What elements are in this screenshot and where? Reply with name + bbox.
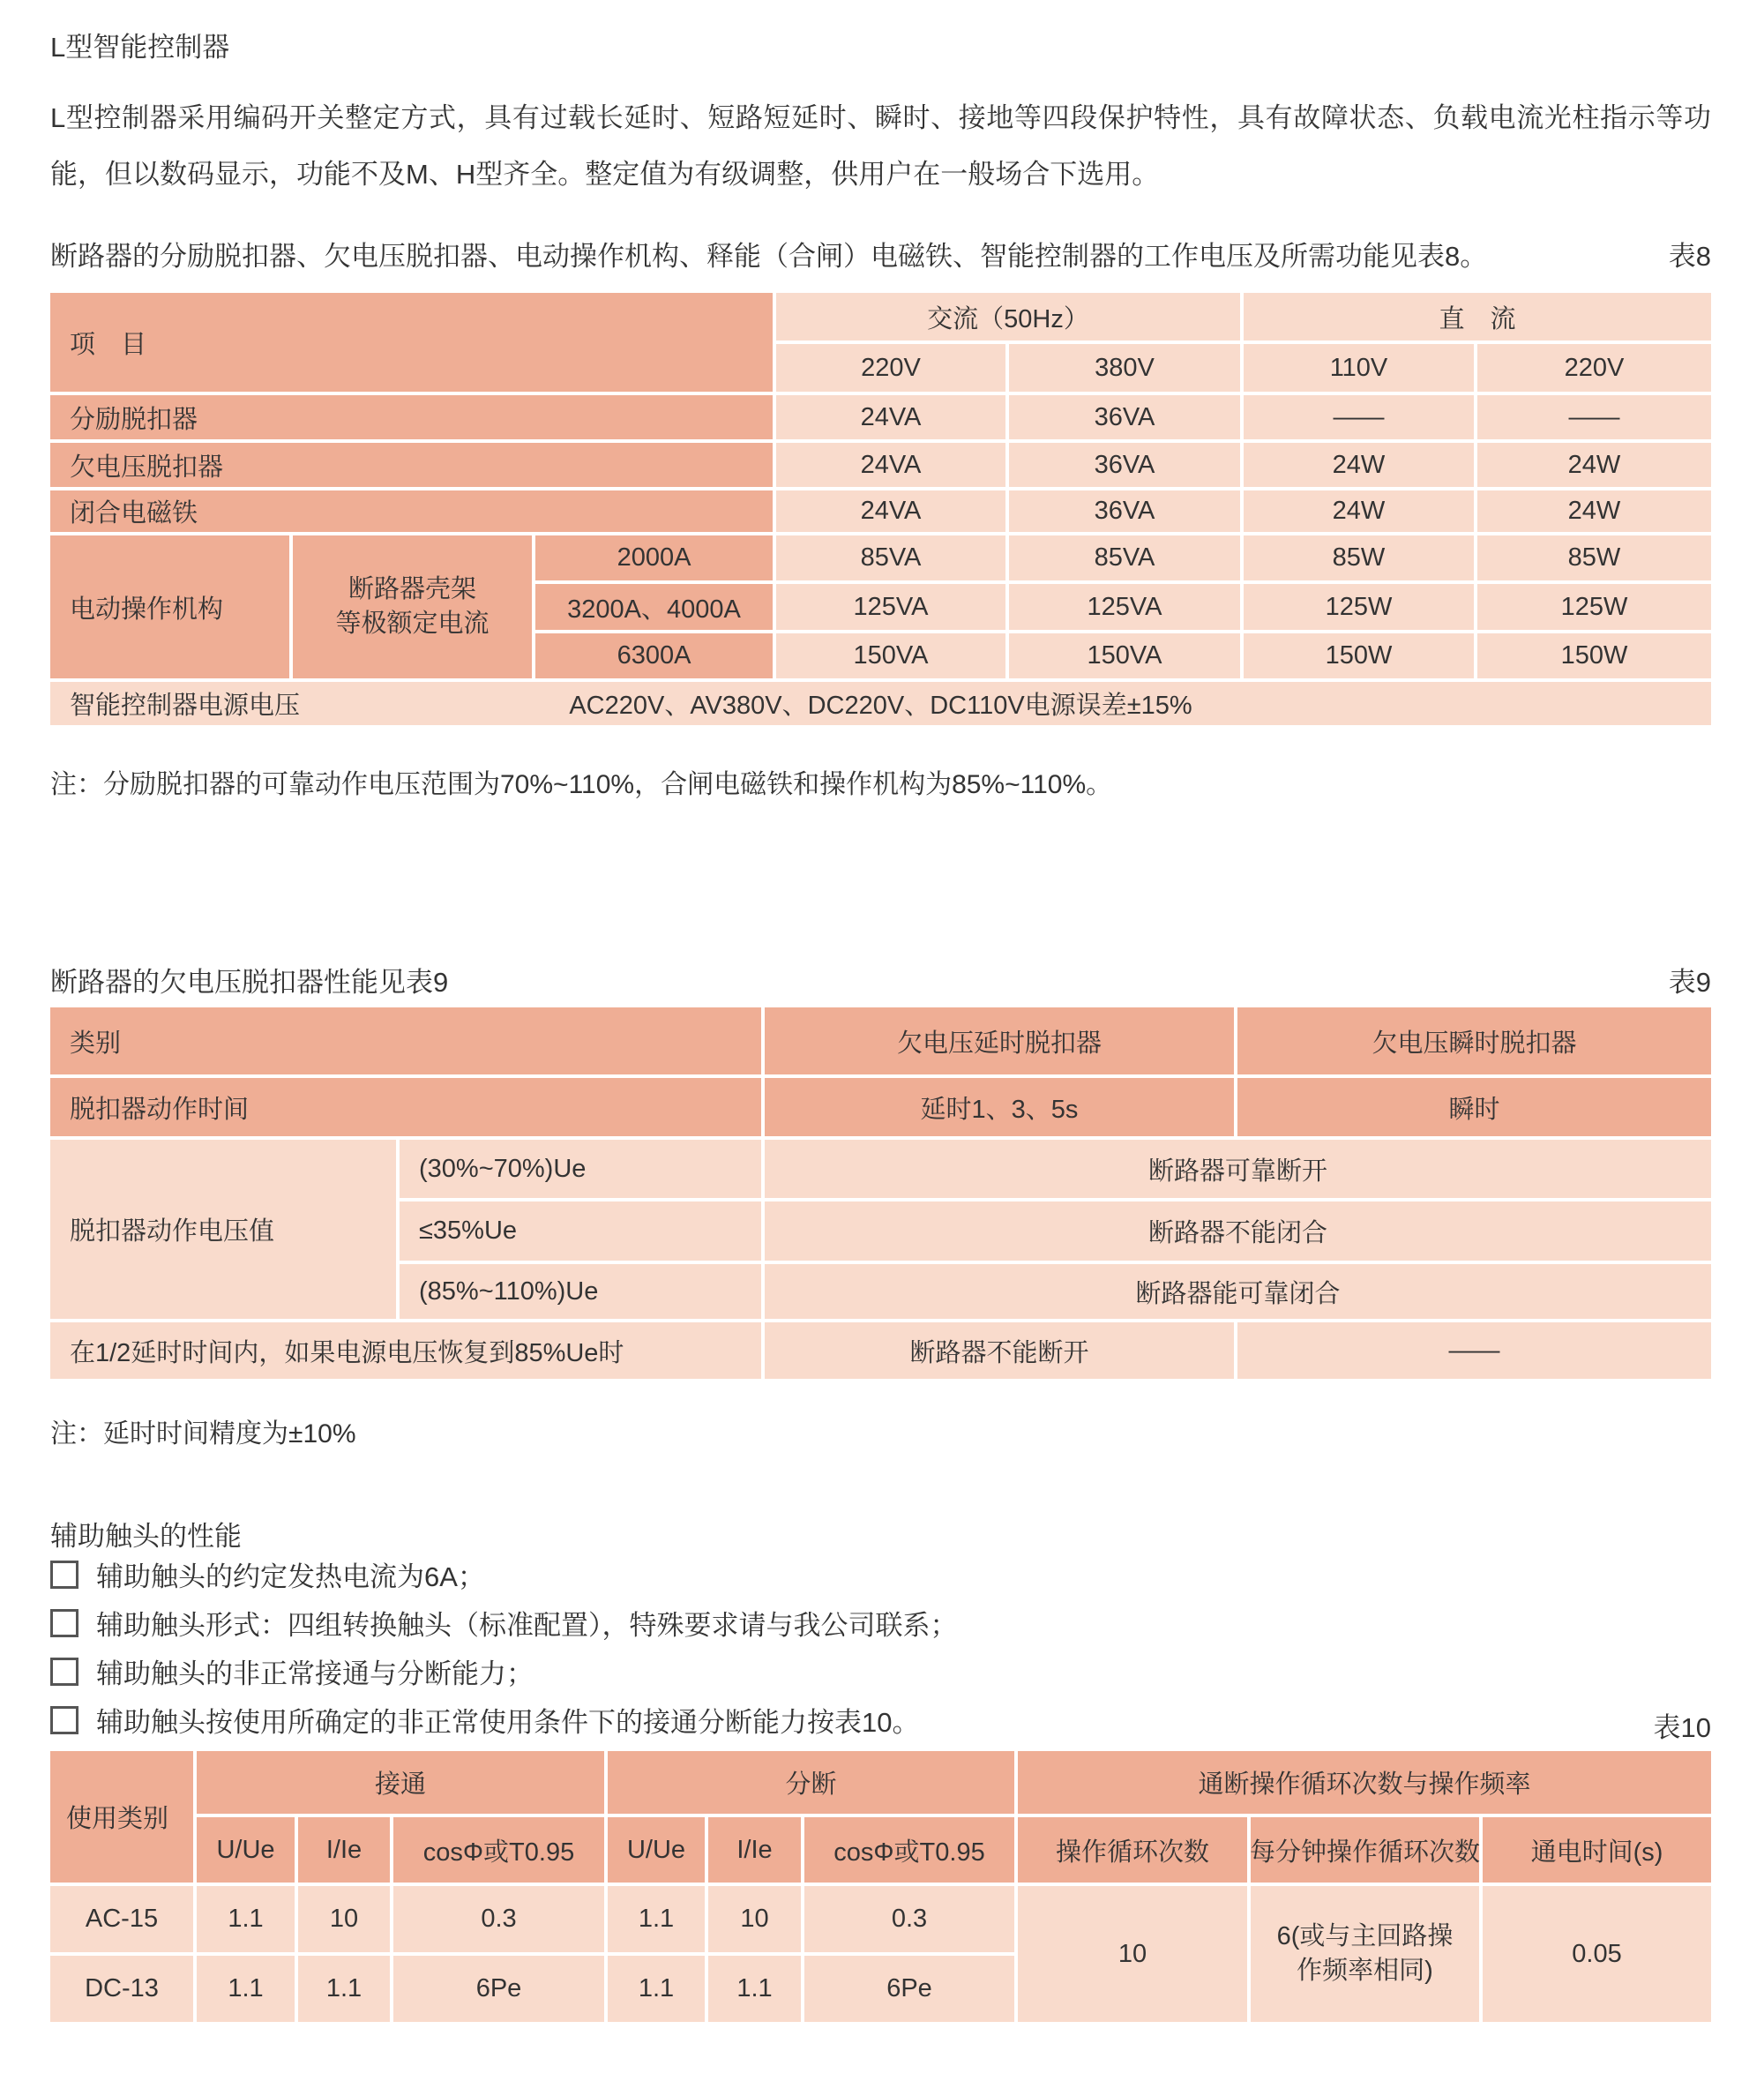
- table8-motor-label: 电动操作机构: [50, 535, 289, 678]
- table10-cell: 0.3: [393, 1886, 604, 1952]
- table8-note: 注：分励脱扣器的可靠动作电压范围为70%~110%，合闸电磁铁和操作机构为85%~110%。: [50, 770, 1113, 799]
- table8-cell: 24W: [1244, 443, 1474, 487]
- table10-row-category: AC-15: [50, 1886, 193, 1952]
- table10-row-category: DC-13: [50, 1956, 193, 2022]
- page-title: L型智能控制器: [50, 32, 230, 63]
- table8-intro-line: [50, 234, 1711, 273]
- table9-result: 断路器可靠断开: [765, 1140, 1711, 1198]
- aux-item: 辅助触头的非正常接通与分断能力；: [50, 1651, 1711, 1691]
- table10-merged-per-minute: 6(或与主回路操作频率相同): [1251, 1886, 1479, 2022]
- table9-voltage-label: 脱扣器动作电压值: [50, 1140, 396, 1319]
- table8-header-ac: 交流（50Hz）: [776, 293, 1240, 341]
- table9-result: 断路器不能闭合: [765, 1201, 1711, 1261]
- table8-row-label: 分励脱扣器: [50, 395, 773, 439]
- table9-condition: ≤35%Ue: [400, 1201, 761, 1261]
- aux-heading: 辅助触头的性能: [50, 1521, 242, 1552]
- table8-cell: 24W: [1244, 490, 1474, 532]
- table8-cell: 150VA: [1009, 633, 1240, 678]
- table8-cell: 24VA: [776, 443, 1005, 487]
- table9: [50, 1007, 1711, 1379]
- table8-cell: 24W: [1477, 443, 1711, 487]
- table8-intro: 断路器的分励脱扣器、欠电压脱扣器、电动操作机构、释能（合闸）电磁铁、智能控制器的工作电压及所需功能见表8。: [50, 241, 1488, 272]
- table10-subheader: cosΦ或T0.95: [393, 1817, 604, 1883]
- table8-cell: 125W: [1477, 584, 1711, 630]
- aux-item: 辅助触头按使用所确定的非正常使用条件下的接通分断能力按表10。: [50, 1700, 1711, 1740]
- table10-subheader: 通电时间(s): [1483, 1817, 1711, 1883]
- table10-subheader: U/Ue: [608, 1817, 705, 1883]
- table8-cell: 85W: [1244, 535, 1474, 580]
- table10: [50, 1751, 1711, 2022]
- table8-cell: 24VA: [776, 490, 1005, 532]
- table10-header-make: 接通: [197, 1751, 604, 1814]
- table8-cell: 36VA: [1009, 443, 1240, 487]
- table10-cell: 1.1: [608, 1886, 705, 1952]
- table8-cell: 85VA: [776, 535, 1005, 580]
- table8: [50, 293, 1711, 725]
- table10-header-category: 使用类别: [50, 1751, 193, 1883]
- table9-actiontime-label: 脱扣器动作时间: [50, 1078, 761, 1136]
- intro-paragraph: L型控制器采用编码开关整定方式，具有过载长延时、短路短延时、瞬时、接地等四段保护特性，具有故障状态、负载电流光柱指示等功能，但以数码显示，功能不及M、H型齐全。整定值为有级调整，供用户在一般场合下选用。: [50, 102, 1711, 190]
- table9-recover-label: 在1/2延时时间内，如果电源电压恢复到85%Ue时: [50, 1322, 761, 1379]
- table8-header-dc: 直 流: [1244, 293, 1711, 341]
- table9-header-category: 类别: [50, 1007, 761, 1074]
- table8-cell: 24W: [1477, 490, 1711, 532]
- table8-header-item: 项 目: [50, 293, 773, 392]
- table10-subheader: I/Ie: [298, 1817, 390, 1883]
- table10-subheader: 每分钟操作循环次数: [1251, 1817, 1479, 1883]
- table8-cell: 85W: [1477, 535, 1711, 580]
- table10-merged-on-time: 0.05: [1483, 1886, 1711, 2022]
- table8-power-row: [50, 682, 1711, 725]
- table10-subheader: cosΦ或T0.95: [804, 1817, 1014, 1883]
- table8-header-volt: 220V: [776, 344, 1005, 392]
- checkbox-icon: [50, 1609, 78, 1637]
- aux-item: 辅助触头的约定发热电流为6A；: [50, 1554, 1711, 1594]
- table8-current-label: 6300A: [535, 633, 773, 678]
- table8-current-label: 2000A: [535, 535, 773, 580]
- table8-cell: 150W: [1244, 633, 1474, 678]
- table10-cell: 1.1: [197, 1886, 295, 1952]
- table8-header-volt: 110V: [1244, 344, 1474, 392]
- table10-header-break: 分断: [608, 1751, 1014, 1814]
- table8-cell: 125VA: [776, 584, 1005, 630]
- table10-subheader: 操作循环次数: [1018, 1817, 1247, 1883]
- table9-tag: 表9: [1668, 967, 1711, 998]
- table10-cell: 1.1: [298, 1956, 390, 2022]
- table9-recover-delay: 断路器不能断开: [765, 1322, 1234, 1379]
- table8-cell: 24VA: [776, 395, 1005, 439]
- table10-cell: 6Pe: [393, 1956, 604, 2022]
- table10-header-cycles: 通断操作循环次数与操作频率: [1018, 1751, 1711, 1814]
- table10-cell: 10: [708, 1886, 801, 1952]
- table8-current-label: 3200A、4000A: [535, 584, 773, 630]
- aux-item: 辅助触头形式：四组转换触头（标准配置），特殊要求请与我公司联系；: [50, 1603, 1711, 1643]
- table9-header-delay: 欠电压延时脱扣器: [765, 1007, 1234, 1074]
- checkbox-icon: [50, 1561, 78, 1589]
- table8-power-label: 智能控制器电源电压: [70, 692, 301, 720]
- table8-cell: 125W: [1244, 584, 1474, 630]
- checkbox-icon: [50, 1658, 78, 1686]
- table10-cell: 1.1: [608, 1956, 705, 2022]
- table8-cell: 36VA: [1009, 490, 1240, 532]
- table9-actiontime-instant: 瞬时: [1237, 1078, 1711, 1136]
- table9-actiontime-delay: 延时1、3、5s: [765, 1078, 1234, 1136]
- table8-row-label: 欠电压脱扣器: [50, 443, 773, 487]
- table9-condition: (85%~110%)Ue: [400, 1264, 761, 1319]
- table10-cell: 10: [298, 1886, 390, 1952]
- table8-cell: ——: [1477, 395, 1711, 439]
- table8-cell: 36VA: [1009, 395, 1240, 439]
- table10-cell: 0.3: [804, 1886, 1014, 1952]
- table10-cell: 6Pe: [804, 1956, 1014, 2022]
- table8-header-volt: 220V: [1477, 344, 1711, 392]
- table8-cell: 85VA: [1009, 535, 1240, 580]
- table8-cell: 125VA: [1009, 584, 1240, 630]
- table10-tag: 表10: [1653, 1712, 1711, 1743]
- table10-cell: 1.1: [708, 1956, 801, 2022]
- table9-result: 断路器能可靠闭合: [765, 1264, 1711, 1319]
- table10-cell: 1.1: [197, 1956, 295, 2022]
- table8-tag: 表8: [1668, 241, 1711, 272]
- table8-cell: ——: [1244, 395, 1474, 439]
- table8-header-volt: 380V: [1009, 344, 1240, 392]
- table10-subheader: U/Ue: [197, 1817, 295, 1883]
- table8-cell: 150VA: [776, 633, 1005, 678]
- table8-frame-label: 断路器壳架 等极额定电流: [293, 535, 532, 678]
- table10-subheader: I/Ie: [708, 1817, 801, 1883]
- table9-condition: (30%~70%)Ue: [400, 1140, 761, 1198]
- table8-cell: 150W: [1477, 633, 1711, 678]
- table9-recover-instant: ——: [1237, 1322, 1711, 1379]
- table9-intro: 断路器的欠电压脱扣器性能见表9: [50, 967, 449, 998]
- table10-merged-cycles: 10: [1018, 1886, 1247, 2022]
- table9-header-instant: 欠电压瞬时脱扣器: [1237, 1007, 1711, 1074]
- table9-intro-line: [50, 960, 1711, 999]
- table9-note: 注：延时时间精度为±10%: [50, 1419, 356, 1448]
- table8-power-value: AC220V、AV380V、DC220V、DC110V电源误差±15%: [569, 692, 1192, 720]
- table8-row-label: 闭合电磁铁: [50, 490, 773, 532]
